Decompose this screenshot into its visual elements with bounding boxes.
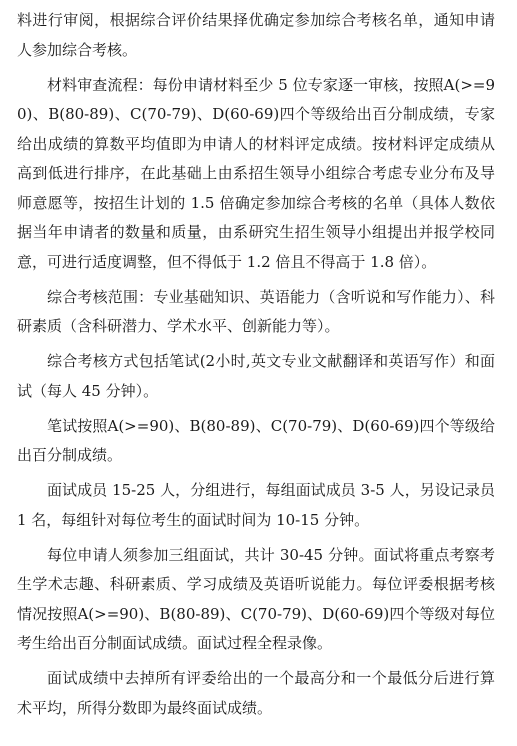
paragraph-written-exam: 笔试按照A(>=90)、B(80-89)、C(70-79)、D(60-69)四个等级给出百分制成绩。 [17,416,495,464]
paragraph-interview-panel: 面试成员 15-25 人，分组进行，每组面试成员 3-5 人，另设记录员 1 名，每组针对每位考生的面试时间为 10-15 分钟。 [17,481,495,529]
paragraph-interview-procedure: 每位申请人须参加三组面试，共计 30-45 分钟。面试将重点考察考生学术志趣、科研素质、学习成绩及英语听说能力。每位评委根据考核情况按照A(>=90)、B(80-89)、C(70-79)、D(60-69)四个等级对每位考生给出百分制面试成绩。面试过程全程录像。 [17,545,495,652]
paragraph-review-notice: 料进行审阅，根据综合评价结果择优确定参加综合考核名单，通知申请人参加综合考核。 [17,11,495,59]
paragraph-assessment-scope: 综合考核范围：专业基础知识、英语能力（含听说和写作能力）、科研素质（含科研潜力、学术水平、创新能力等）。 [17,287,495,335]
paragraph-material-review-process: 材料审查流程：每份申请材料至少 5 位专家逐一审核，按照A(>=90)、B(80-89)、C(70-79)、D(60-69)四个等级给出百分制成绩，专家给出成绩的算数平均值即为申请人的材料评定成绩。按材料评定成绩从高到低进行排序，在此基础上由系招生领导小组综合考虑专业分布及导师意愿等，按招生计划的 1.5 倍确定参加综合考核的名单（具体人数依据当年申请者的数量和质量，由系研究生招生领导小组提出并报学校同意，可进行适度调整，但不得低于 1.2 倍且不得高于 1.8 倍）。 [17,75,495,271]
paragraph-assessment-method: 综合考核方式包括笔试(2小时,英文专业文献翻译和英语写作）和面试（每人 45 分钟）。 [17,352,495,400]
paragraph-interview-scoring: 面试成绩中去掉所有评委给出的一个最高分和一个最低分后进行算术平均，所得分数即为最终面试成绩。 [17,669,495,717]
